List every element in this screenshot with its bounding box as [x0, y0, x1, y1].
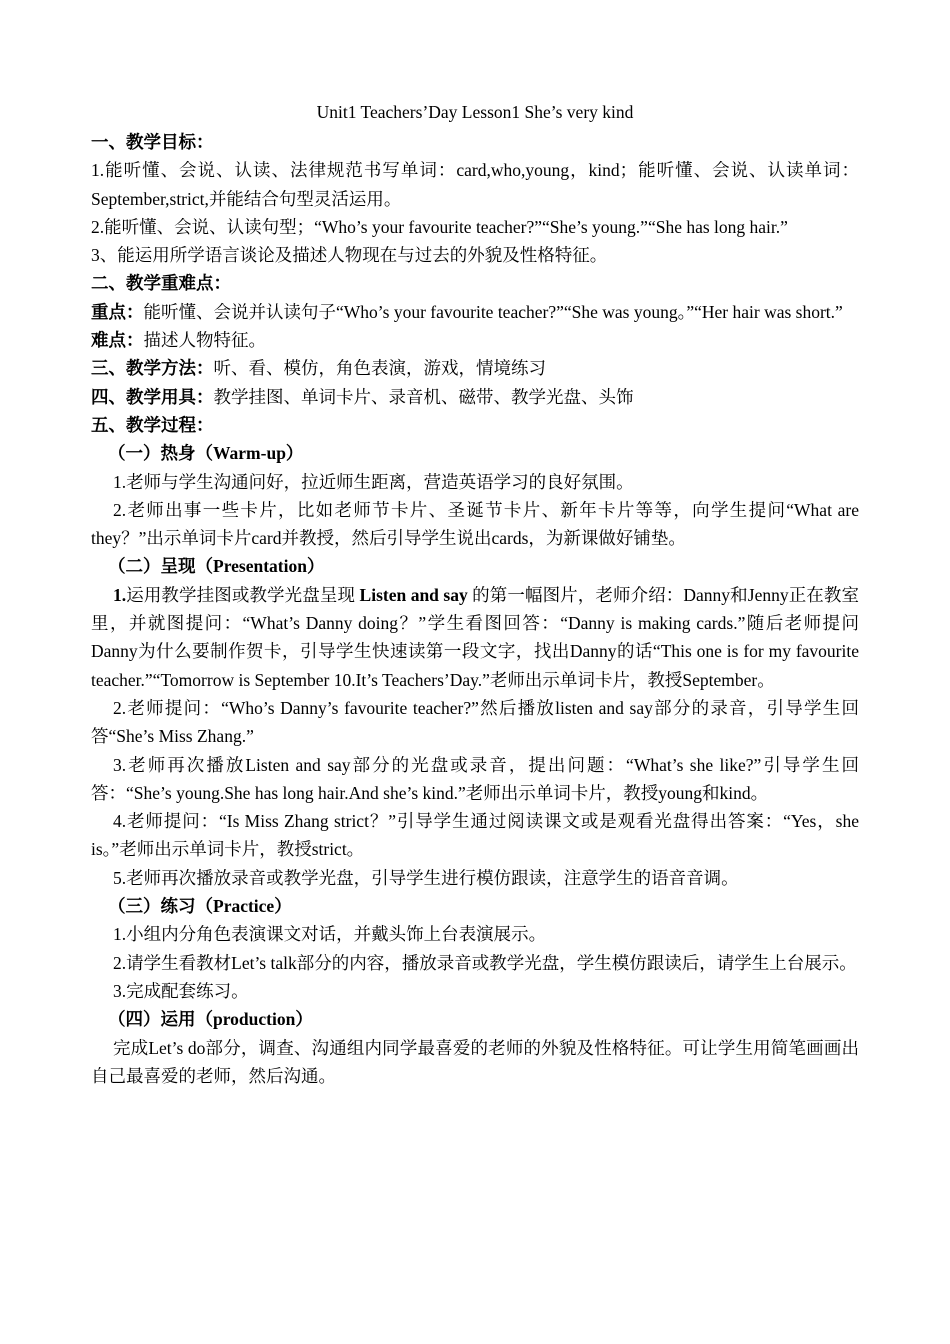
tools: [91, 383, 859, 411]
document-page: [91, 100, 859, 1090]
presentation-item: [91, 581, 859, 694]
difficult-label: 难点：: [91, 330, 144, 351]
practice-item: 1.小组内分角色表演课文对话，并戴头饰上台表演展示。: [113, 924, 547, 945]
objectives-heading: 一、教学目标：: [91, 132, 214, 152]
document-title: Unit1 Teachers’Day Lesson1 She’s very kind: [316, 102, 634, 122]
warmup-item: 2.老师出事一些卡片，比如老师节卡片、圣诞节卡片、新年卡片等等，向学生提问“What are they？”出示单词卡片card并教授，然后引导学生说出cards，为新课做好铺垫。: [91, 499, 859, 549]
presentation-1-number: 1.: [113, 584, 127, 605]
presentation-item: 4.老师提问：“Is Miss Zhang strict？”引导学生通过阅读课文或是观看光盘得出答案：“Yes，she is。”老师出示单词卡片，教授strict。: [91, 811, 859, 860]
practice-item: 2.请学生看教材Let’s talk部分的内容，播放录音或教学光盘，学生模仿跟读后，请学生上台展示。: [113, 952, 857, 973]
objective-item: 2.能听懂、会说、认读句型；“Who’s your favourite teacher?”“She’s young.”“She has long hair.”: [91, 216, 788, 237]
difficult-point: [91, 326, 859, 354]
presentation-1-text-a: 运用教学挂图或教学光盘呈现: [126, 584, 356, 605]
methods-label: 三、教学方法：: [91, 358, 214, 379]
difficult-text: 描述人物特征。: [143, 330, 266, 351]
presentation-heading: （二）呈现（Presentation）: [108, 556, 325, 577]
warmup-heading: （一）热身（Warm-up）: [108, 443, 304, 464]
presentation-item: 3.老师再次播放Listen and say部分的光盘或录音，提出问题：“What’s she like?”引导学生回答：“She’s young.She has long hair.And she’s kind.”老师出示单词卡片，教授young和kind。: [91, 754, 859, 803]
presentation-item: 5.老师再次播放录音或教学光盘，引导学生进行模仿跟读，注意学生的语音音调。: [113, 867, 739, 888]
production-heading: （四）运用（production）: [108, 1009, 313, 1030]
objective-item: 1.能听懂、会说、认读、法律规范书写单词：card,who,young，kind；能听懂、会说、认读单词：September,strict,并能结合句型灵活运用。: [91, 160, 859, 209]
methods: [91, 354, 859, 382]
objective-item: 3、能运用所学语言谈论及描述人物现在与过去的外貌及性格特征。: [91, 245, 608, 266]
presentation-1-text-b: 的第一幅图片，老师介绍：Danny和Jenny正在教室里，并就图提问：“What’s Danny doing？”学生看图回答：“Danny is making cards.”随后老师提问Danny为什么要制作贺卡，引导学生快速读第一段文字，找出Danny的话“This one is for my favourite teacher.”“Tomorrow is September 10.It’s Teachers’Day.”老师出示单词卡片，教授September。: [91, 584, 859, 690]
practice-heading: （三）练习（Practice）: [108, 896, 292, 917]
methods-text: 听、看、模仿，角色表演，游戏，情境练习: [213, 358, 546, 379]
tools-label: 四、教学用具：: [91, 386, 214, 407]
presentation-item: 2.老师提问：“Who’s Danny’s favourite teacher?”然后播放listen and say部分的录音，引导学生回答“She’s Miss Zhang.”: [91, 697, 859, 747]
warmup-item: 1.老师与学生沟通问好，拉近师生距离，营造英语学习的良好氛围。: [113, 471, 634, 492]
production-text: 完成Let’s do部分，调查、沟通组内同学最喜爱的老师的外貌及性格特征。可让学生用简笔画画出自己最喜爱的老师，然后沟通。: [91, 1037, 859, 1086]
key-label: 重点：: [91, 301, 144, 322]
process-heading: 五、教学过程：: [91, 414, 214, 435]
key-point: [91, 298, 859, 326]
tools-text: 教学挂图、单词卡片、录音机、磁带、教学光盘、头饰: [213, 386, 634, 407]
presentation-1-bold: Listen and say: [355, 584, 473, 605]
keypoints-heading: 二、教学重难点：: [91, 273, 231, 294]
practice-item: 3.完成配套练习。: [113, 980, 249, 1001]
key-text: 能听懂、会说并认读句子“Who’s your favourite teacher?”“She was young。”“Her hair was short.”: [143, 301, 843, 322]
